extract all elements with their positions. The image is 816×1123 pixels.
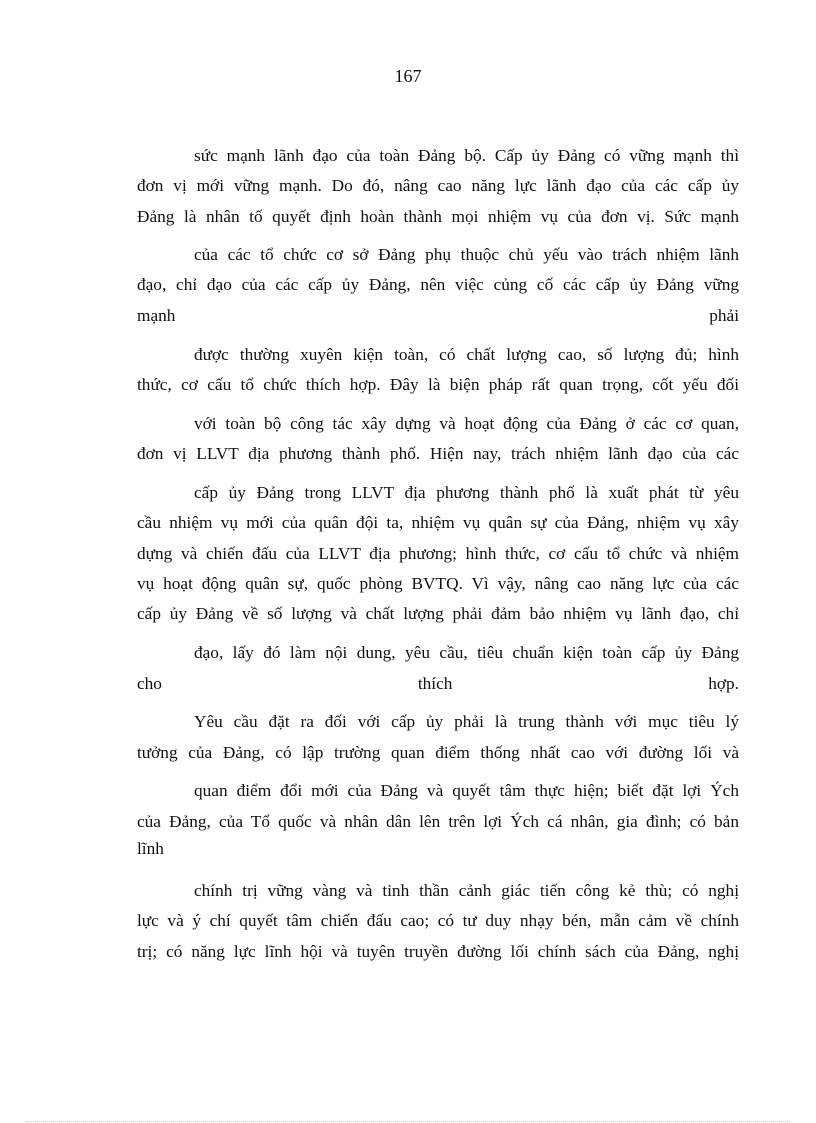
text-line: thức, cơ cấu tổ chức thích hợp. Đây là biện pháp rất quan trọng, cốt yếu đối xyxy=(137,375,739,394)
text-line: được thường xuyên kiện toàn, có chất lượng cao, số lượng đủ; hình xyxy=(194,345,739,364)
text-line: trị; có năng lực lĩnh hội và tuyên truyền đường lối chính sách của Đảng, nghị xyxy=(137,942,739,961)
text-line: cầu nhiệm vụ mới của quân đội ta, nhiệm vụ quân sự của Đảng, nhiệm vụ xây xyxy=(137,513,739,532)
page-number: 167 xyxy=(394,66,422,86)
text-line: của Đảng, của Tổ quốc và nhân dân lên trên lợi Ých cá nhân, gia đình; có bản xyxy=(137,812,739,831)
text-line: mạnh phải xyxy=(137,306,739,325)
text-line: quan điểm đổi mới của Đảng và quyết tâm thực hiện; biết đặt lợi Ých xyxy=(194,781,739,800)
text-line: của các tổ chức cơ sở Đảng phụ thuộc chủ yếu vào trách nhiệm lãnh xyxy=(194,245,739,264)
text-line: với toàn bộ công tác xây dựng và hoạt động của Đảng ở các cơ quan, xyxy=(194,414,739,433)
text-line: đạo, lấy đó làm nội dung, yêu cầu, tiêu chuẩn kiện toàn cấp ủy Đảng xyxy=(194,643,739,662)
text-line: lực và ý chí quyết tâm chiến đấu cao; có tư duy nhạy bén, mẫn cảm về chính xyxy=(137,911,739,930)
page-bottom-divider xyxy=(26,1121,790,1122)
text-line: cho thích hợp. xyxy=(137,674,739,693)
text-line: cấp ủy Đảng về số lượng và chất lượng phải đảm bảo nhiệm vụ lãnh đạo, chỉ xyxy=(137,604,739,623)
text-line: cấp ủy Đảng trong LLVT địa phương thành phố là xuất phát từ yêu xyxy=(194,483,739,502)
text-line: đơn vị LLVT địa phương thành phố. Hiện nay, trách nhiệm lãnh đạo của các xyxy=(137,444,739,463)
text-line: vụ hoạt động quân sự, quốc phòng BVTQ. Vì vậy, nâng cao năng lực của các xyxy=(137,574,739,593)
text-line: đơn vị mới vững mạnh. Do đó, nâng cao năng lực lãnh đạo của các cấp ủy xyxy=(137,176,739,195)
text-line: chính trị vững vàng và tinh thần cảnh giác tiến công kẻ thù; có nghị xyxy=(194,881,739,900)
text-line: Yêu cầu đặt ra đối với cấp ủy phải là trung thành với mục tiêu lý xyxy=(194,712,739,731)
text-line: đạo, chỉ đạo của các cấp ủy Đảng, nên việc củng cố các cấp ủy Đảng vững xyxy=(137,275,739,294)
text-line: dựng và chiến đấu của LLVT địa phương; hình thức, cơ cấu tổ chức và nhiệm xyxy=(137,544,739,563)
text-line: Đảng là nhân tố quyết định hoàn thành mọi nhiệm vụ của đơn vị. Sức mạnh xyxy=(137,207,739,226)
text-line: lĩnh xyxy=(137,839,164,858)
text-line: sức mạnh lãnh đạo của toàn Đảng bộ. Cấp ủy Đảng có vững mạnh thì xyxy=(194,146,739,165)
text-line: tưởng của Đảng, có lập trường quan điểm thống nhất cao với đường lối và xyxy=(137,743,739,762)
